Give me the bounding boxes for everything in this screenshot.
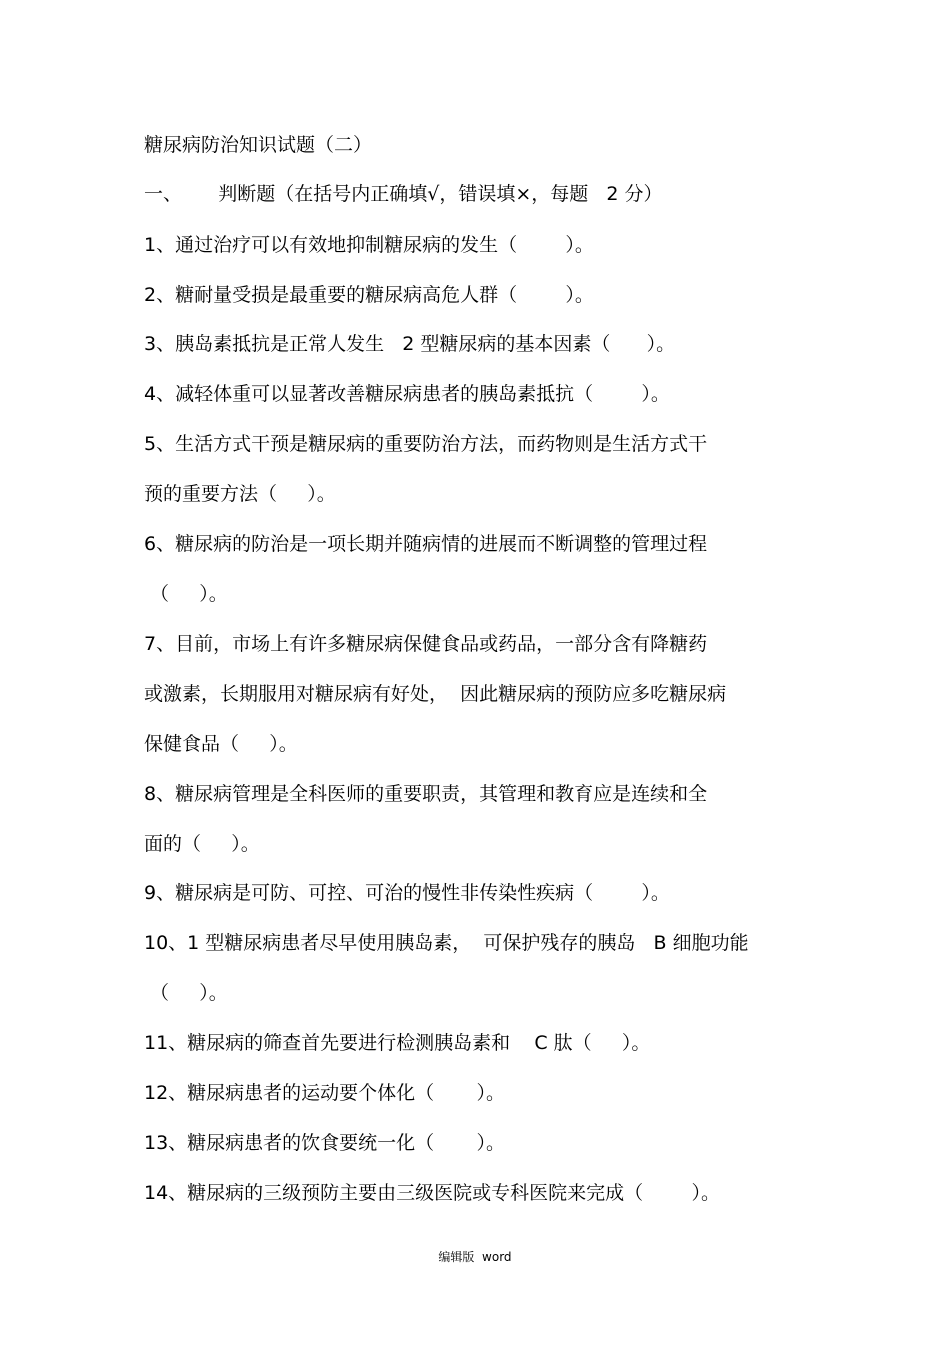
question-line: 12、糖尿病患者的运动要个体化（ ）。 (144, 1082, 505, 1104)
question-line: 保健食品（ ）。 (144, 733, 298, 755)
question-line: 5、生活方式干预是糖尿病的重要防治方法，而药物则是生活方式干 (144, 433, 708, 455)
question-line: 14、糖尿病的三级预防主要由三级医院或专科医院来完成（ ）。 (144, 1182, 720, 1204)
question-line: 面的（ ）。 (144, 833, 260, 855)
question-line: 4、减轻体重可以显著改善糖尿病患者的胰岛素抵抗（ ）。 (144, 383, 670, 405)
document-title: 糖尿病防治知识试题（二） (144, 134, 373, 156)
question-line: 10、1 型糖尿病患者尽早使用胰岛素， 可保护残存的胰岛 B 细胞功能 (144, 932, 749, 954)
question-line: 8、糖尿病管理是全科医师的重要职责，其管理和教育应是连续和全 (144, 783, 708, 805)
question-line: 1、通过治疗可以有效地抑制糖尿病的发生（ ）。 (144, 234, 594, 256)
page-footer: 编辑版 word (438, 1250, 512, 1264)
question-line: 6、糖尿病的防治是一项长期并随病情的进展而不断调整的管理过程 (144, 533, 708, 555)
question-line: （ ）。 (144, 583, 228, 605)
question-line: 2、糖耐量受损是最重要的糖尿病高危人群（ ）。 (144, 284, 594, 306)
question-line: （ ）。 (144, 982, 228, 1004)
question-line: 7、目前，市场上有许多糖尿病保健食品或药品，一部分含有降糖药 (144, 633, 708, 655)
question-line: 11、糖尿病的筛查首先要进行检测胰岛素和 C 肽（ ）。 (144, 1032, 651, 1054)
question-line: 13、糖尿病患者的饮食要统一化（ ）。 (144, 1132, 505, 1154)
section-heading: 一、 判断题（在括号内正确填√，错误填×，每题 2 分） (144, 183, 663, 205)
question-line: 或激素，长期服用对糖尿病有好处， 因此糖尿病的预防应多吃糖尿病 (144, 683, 727, 705)
question-line: 预的重要方法（ ）。 (144, 483, 336, 505)
question-line: 9、糖尿病是可防、可控、可治的慢性非传染性疾病（ ）。 (144, 882, 670, 904)
question-line: 3、胰岛素抵抗是正常人发生 2 型糖尿病的基本因素（ ）。 (144, 333, 676, 355)
